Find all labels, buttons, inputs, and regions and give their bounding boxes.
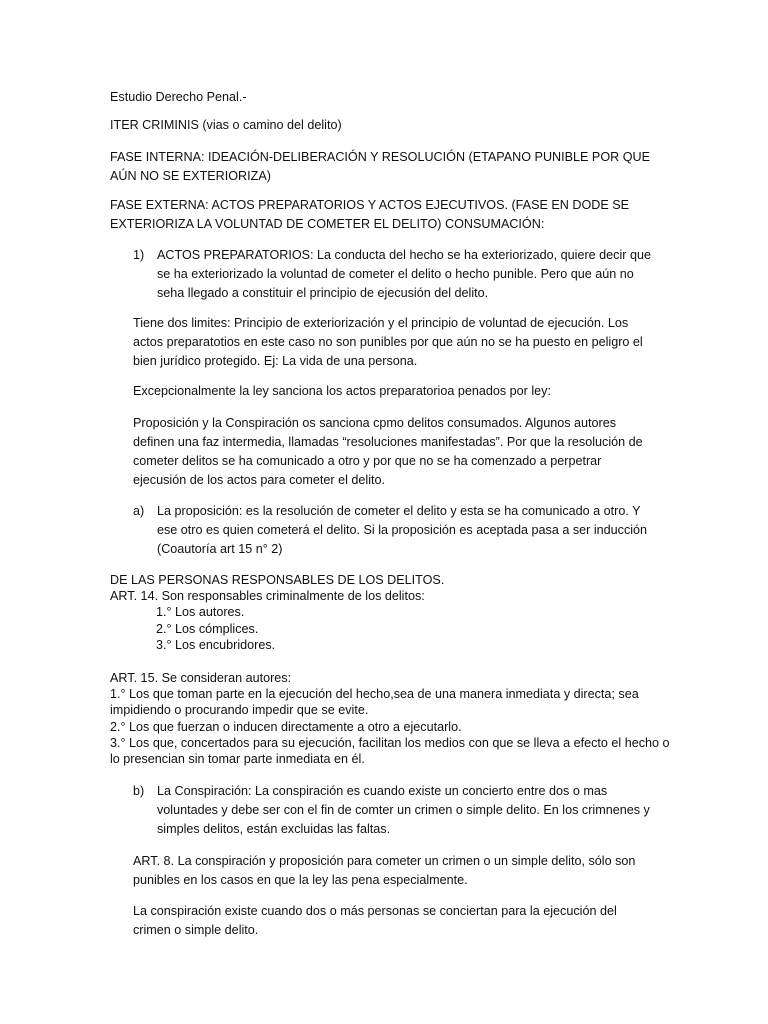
article-14-item: 1.° Los autores.: [156, 605, 245, 620]
article-15-item: 1.° Los que toman parte en la ejecución del hecho,sea de una manera inmediata y directa; sea impidiendo o procurando impedir que se evite.: [110, 687, 639, 718]
limites-paragraph: Tiene dos limites: Principio de exteriorización y el principio de voluntad de ejecución. Los actos preparatotios en este caso no son punibles por que aún no se ha puesto en peligro el bien jurídico protegido. Ej: La vida de una persona.: [133, 316, 643, 368]
article-15-item: 2.° Los que fuerzan o inducen directamente a otro a ejecutarlo.: [110, 719, 462, 734]
article-15-block: [110, 670, 670, 767]
list-item-text: ACTOS PREPARATORIOS: La conducta del hecho se ha exteriorizado, quiere decir que se ha exteriorizado la voluntad de cometer el delito o hecho punible. Pero que aún no seha llegado a constituir el principio de ejecusión del delito.: [157, 248, 651, 300]
article-14-item: 2.° Los cómplices.: [156, 621, 259, 636]
document-title: Estudio Derecho Penal.-: [110, 90, 247, 104]
list-marker: a): [133, 504, 145, 518]
fase-externa-paragraph: FASE EXTERNA: ACTOS PREPARATORIOS Y ACTOS EJECUTIVOS. (FASE EN DODE SE EXTERIORIZA LA VOLUNTAD DE COMETER EL DELITO) CONSUMACIÓN:: [110, 198, 630, 231]
article-14-item: 3.° Los encubridores.: [156, 637, 276, 652]
list-marker: b): [133, 784, 145, 798]
article-14-block: [110, 572, 670, 653]
list-item-text: La Conspiración: La conspiración es cuando existe un concierto entre dos o mas voluntades y debe ser con el fin de comter un crimen o simple delito. En los crimnenes y simples delitos, están excluidas las faltas.: [157, 784, 650, 836]
list-marker: 1): [133, 248, 145, 262]
excepcional-paragraph: Excepcionalmente la ley sanciona los actos preparatorioa penados por ley:: [133, 384, 551, 398]
article-15-item: 3.° Los que, concertados para su ejecución, facilitan los medios con que se lleva a efecto el hecho o lo presencian sin tomar parte inmediata en él.: [110, 735, 670, 767]
article-8-paragraph: ART. 8. La conspiración y proposición para cometer un crimen o un simple delito, sólo son punibles en los casos en que la ley las pena especialmente.: [133, 854, 636, 887]
list-item-text: La proposición: es la resolución de cometer el delito y esta se ha comunicado a otro. Y ese otro es quien cometerá el delito. Si la proposición es aceptada pasa a ser inducción (Coautoría art 15 n° 2): [157, 504, 648, 556]
proposicion-conspiracion-paragraph: Proposición y la Conspiración os sanciona cpmo delitos consumados. Algunos autores definen una faz intermedia, llamadas “resoluciones manifestadas”. Por que la resolución de cometer delitos se ha comunicado a otro y por que no se ha comenzado a perpetrar ejecusión de los actos para cometer el delito.: [133, 416, 643, 487]
article-14-intro: ART. 14. Son responsables criminalmente de los delitos:: [110, 589, 425, 604]
fase-interna-paragraph: FASE INTERNA: IDEACIÓN-DELIBERACIÓN Y RESOLUCIÓN (ETAPANO PUNIBLE POR QUE AÚN NO SE EXTERIORIZA): [110, 150, 651, 183]
article-15-intro: ART. 15. Se consideran autores:: [110, 671, 292, 685]
section-heading: DE LAS PERSONAS RESPONSABLES DE LOS DELITOS.: [110, 573, 445, 587]
conspiracion-definition-paragraph: La conspiración existe cuando dos o más personas se conciertan para la ejecución del crimen o simple delito.: [133, 904, 617, 937]
iter-criminis-line: ITER CRIMINIS (vias o camino del delito): [110, 118, 342, 132]
